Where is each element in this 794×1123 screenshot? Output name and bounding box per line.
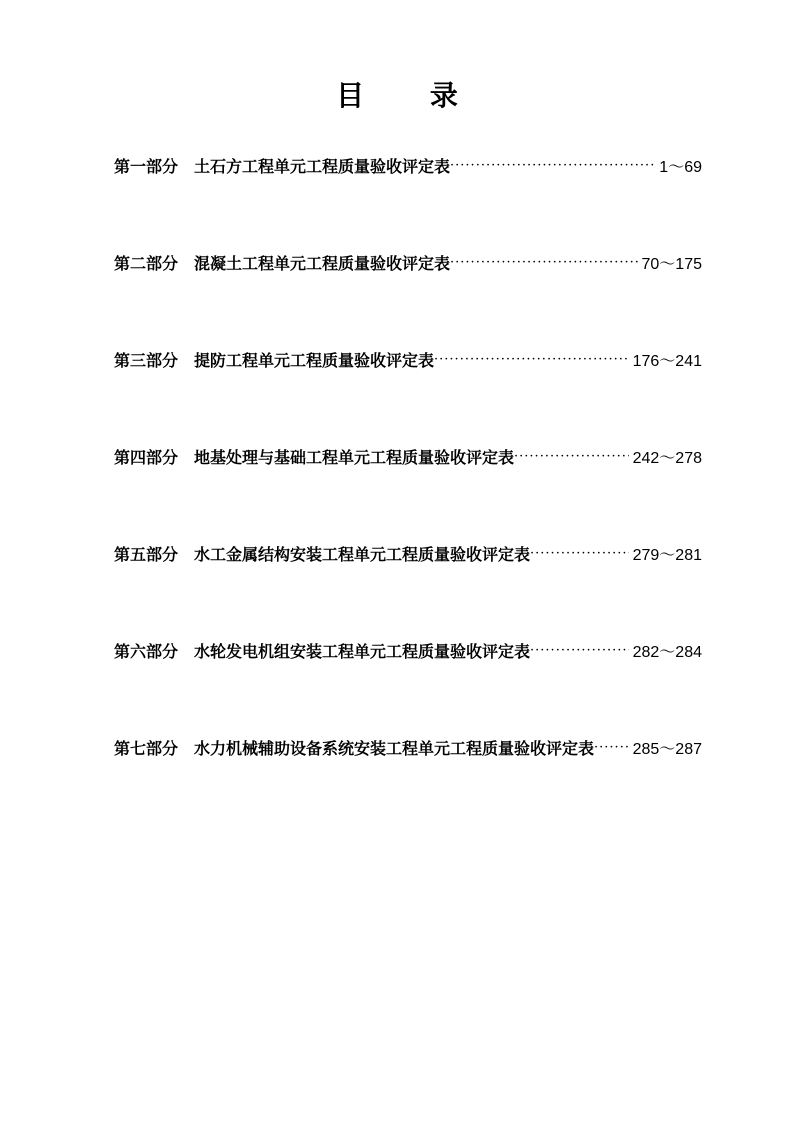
toc-entry[interactable] [114, 441, 702, 538]
toc-page-range: 279～281 [632, 547, 702, 564]
toc-page-range: 176～241 [632, 353, 702, 370]
toc-part-label: 第六部分 [114, 642, 179, 661]
toc-page-range: 282～284 [632, 644, 702, 661]
page-title: 目 录 [336, 79, 486, 112]
toc-entry-title: 混凝土工程单元工程质量验收评定表 [194, 254, 451, 273]
toc-page-range: 1～69 [659, 159, 702, 176]
toc-part-label: 第一部分 [114, 157, 179, 176]
dot-leader [450, 246, 637, 280]
toc-entry-title: 土石方工程单元工程质量验收评定表 [194, 157, 451, 176]
toc-entry[interactable] [114, 247, 702, 344]
toc-entry[interactable] [114, 538, 702, 635]
table-of-contents [114, 150, 702, 829]
toc-part-label: 第三部分 [114, 351, 179, 370]
toc-page-range: 242～278 [632, 450, 702, 467]
dot-leader [450, 149, 655, 183]
dot-leader [434, 343, 629, 377]
toc-entry-title: 地基处理与基础工程单元工程质量验收评定表 [194, 448, 515, 467]
toc-part-label: 第二部分 [114, 254, 179, 273]
dot-leader [514, 440, 629, 474]
toc-entry[interactable] [114, 732, 702, 829]
toc-entry-title: 水力机械辅助设备系统安装工程单元工程质量验收评定表 [194, 739, 595, 758]
toc-page-range: 285～287 [632, 741, 702, 758]
toc-entry[interactable] [114, 150, 702, 247]
toc-part-label: 第五部分 [114, 545, 179, 564]
dot-leader [594, 731, 629, 765]
toc-entry[interactable] [114, 635, 702, 732]
toc-entry-title: 提防工程单元工程质量验收评定表 [194, 351, 435, 370]
toc-page-range: 70～175 [641, 256, 702, 273]
toc-part-label: 第七部分 [114, 739, 179, 758]
toc-entry-title: 水轮发电机组安装工程单元工程质量验收评定表 [194, 642, 531, 661]
toc-part-label: 第四部分 [114, 448, 179, 467]
toc-entry[interactable] [114, 344, 702, 441]
dot-leader [530, 634, 629, 668]
toc-entry-title: 水工金属结构安装工程单元工程质量验收评定表 [194, 545, 531, 564]
dot-leader [530, 537, 629, 571]
